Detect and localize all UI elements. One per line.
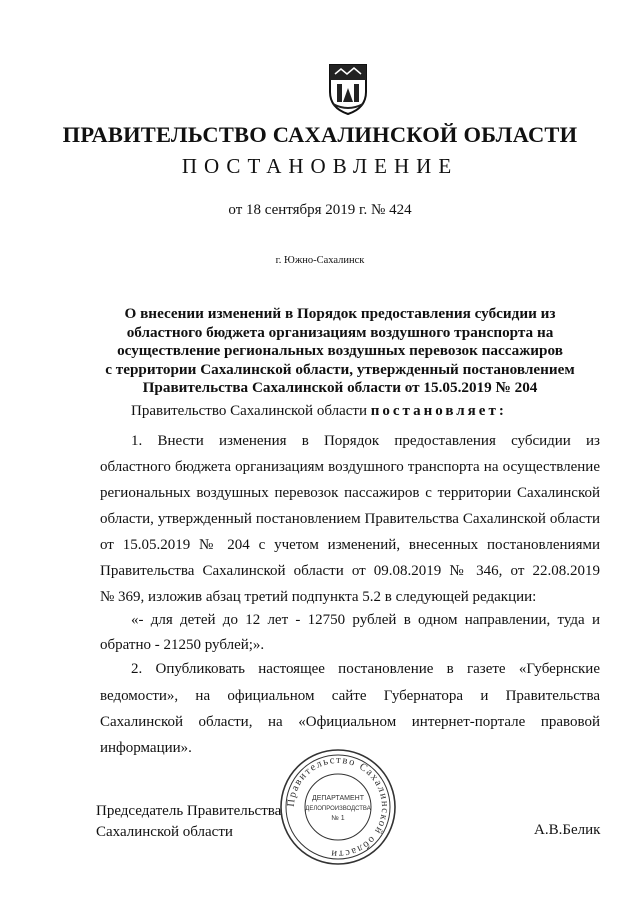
stamp-inner-line: ДЕЛОПРОИЗВОДСТВА — [305, 806, 371, 812]
body-line: области, утвержденный постановлением Правительства Сахалинской области — [100, 511, 600, 527]
document-date-number: от 18 сентября 2019 г. № 424 — [228, 202, 412, 218]
stamp-ring-text: Правительство Сахалинской области — [285, 754, 391, 860]
intro-paragraph — [131, 403, 600, 423]
position-line: Сахалинской области — [96, 824, 233, 840]
body-line: ведомости», на официальном сайте Губернатора и Правительства — [100, 688, 600, 704]
government-name: ПРАВИТЕЛЬСТВО САХАЛИНСКОЙ ОБЛАСТИ — [62, 122, 578, 147]
body-line: областного бюджета организациям воздушного транспорта на осуществление — [100, 459, 600, 475]
intro-lead: Правительство Сахалинской области — [131, 403, 371, 419]
body-line: региональных воздушных перевозок пассажиров с территории Сахалинской — [100, 485, 600, 501]
stamp-inner-line: № 1 — [331, 815, 345, 822]
body-line: 2. Опубликовать настоящее постановление в газете «Губернские — [131, 661, 600, 677]
signatory-name: А.В.Белик — [534, 822, 601, 838]
stamp-inner-line: ДЕПАРТАМЕНТ — [311, 795, 365, 802]
position-line: Председатель Правительства — [96, 803, 282, 819]
quoted-line: обратно - 21250 рублей;». — [100, 637, 265, 653]
title-line: областного бюджета организациям воздушного транспорта на — [126, 323, 554, 341]
body-line: Сахалинской области, на «Официальном интернет-портале правовой — [100, 714, 600, 730]
body-line: от 15.05.2019 № 204 с учетом изменений, внесенных постановлениями — [100, 537, 600, 553]
official-stamp-icon — [278, 747, 398, 867]
document-city: г. Южно-Сахалинск — [275, 255, 365, 266]
body-line: 1. Внести изменения в Порядок предоставления субсидии из — [131, 433, 600, 449]
title-line: Правительства Сахалинской области от 15.05.2019 № 204 — [142, 379, 538, 397]
document-title — [100, 305, 580, 398]
signatory-position — [96, 801, 281, 843]
body-line: информации». — [100, 740, 192, 756]
document-type: ПОСТАНОВЛЕНИЕ — [181, 154, 459, 178]
sakhalin-coat-of-arms-icon — [327, 62, 369, 116]
intro-decree-word: постановляет: — [370, 403, 507, 419]
body-line: № 369, изложив абзац третий подпункта 5.2 в следующей редакции: — [100, 589, 537, 605]
title-line: осуществление региональных воздушных перевозок пассажиров — [117, 342, 563, 360]
title-line: О внесении изменений в Порядок предоставления субсидии из — [124, 305, 556, 322]
title-line: с территории Сахалинской области, утвержденный постановлением — [105, 360, 575, 378]
body-line: Правительства Сахалинской области от 09.08.2019 № 346, от 22.08.2019 — [100, 563, 600, 579]
quoted-line: «- для детей до 12 лет - 12750 рублей в одном направлении, туда и — [131, 612, 600, 628]
